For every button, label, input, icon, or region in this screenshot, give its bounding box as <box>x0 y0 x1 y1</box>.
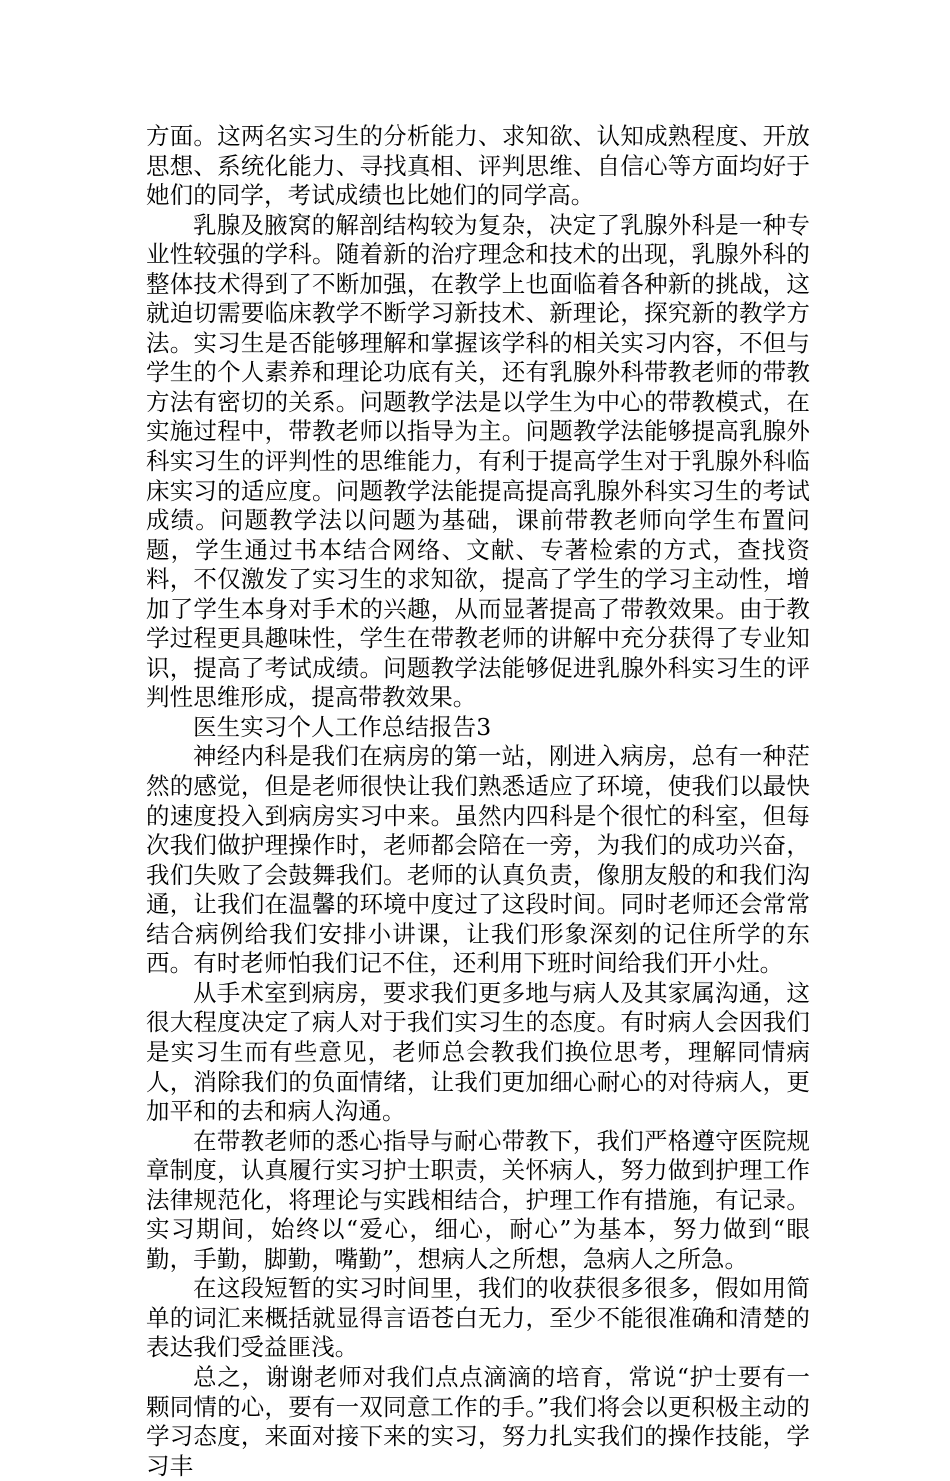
document-body <box>146 122 810 1481</box>
paragraph-7: 总之，谢谢老师对我们点点滴滴的培育，常说“护士要有一颗同情的心，要有一双同意工作的手。”我们将会以更积极主动的学习态度，来面对接下来的实习，努力扎实我们的操作技能，学习丰 <box>146 1362 810 1480</box>
section-heading: 医生实习个人工作总结报告3 <box>193 712 492 741</box>
paragraph-3: 神经内科是我们在病房的第一站，刚进入病房，总有一种茫然的感觉，但是老师很快让我们熟悉适应了环境，使我们以最快的速度投入到病房实习中来。虽然内四科是个很忙的科室，但每次我们做护理操作时，老师都会陪在一旁，为我们的成功兴奋，我们失败了会鼓舞我们。老师的认真负责，像朋友般的和我们沟通，让我们在温馨的环境中度过了这段时间。同时老师还会常常结合病例给我们安排小讲课，让我们形象深刻的记住所学的东西。有时老师怕我们记不住，还利用下班时间给我们开小灶。 <box>146 742 810 978</box>
paragraph-5: 在带教老师的悉心指导与耐心带教下，我们严格遵守医院规章制度，认真履行实习护士职责，关怀病人，努力做到护理工作法律规范化，将理论与实践相结合，护理工作有措施，有记录。实习期间，始终以“爱心，细心，耐心”为基本，努力做到“眼勤，手勤，脚勤，嘴勤”，想病人之所想，急病人之所急。 <box>146 1126 810 1273</box>
paragraph-4: 从手术室到病房，要求我们更多地与病人及其家属沟通，这很大程度决定了病人对于我们实习生的态度。有时病人会因我们是实习生而有些意见，老师总会教我们换位思考，理解同情病人，消除我们的负面情绪，让我们更加细心耐心的对待病人，更加平和的去和病人沟通。 <box>146 978 810 1126</box>
paragraph-6: 在这段短暂的实习时间里，我们的收获很多很多，假如用简单的词汇来概括就显得言语苍白无力，至少不能很准确和清楚的表达我们受益匪浅。 <box>146 1274 810 1362</box>
paragraph-2: 乳腺及腋窝的解剖结构较为复杂，决定了乳腺外科是一种专业性较强的学科。随着新的治疗理念和技术的出现，乳腺外科的整体技术得到了不断加强，在教学上也面临着各种新的挑战，这就迫切需要临床教学不断学习新技术、新理论，探究新的教学方法。实习生是否能够理解和掌握该学科的相关实习内容，不但与学生的个人素养和理论功底有关，还有乳腺外科带教老师的带教方法有密切的关系。问题教学法是以学生为中心的带教模式，在实施过程中，带教老师以指导为主。问题教学法能够提高乳腺外科实习生的评判性的思维能力，有利于提高学生对于乳腺外科临床实习的适应度。问题教学法能提高提高乳腺外科实习生的考试成绩。问题教学法以问题为基础，课前带教老师向学生布置问题，学生通过书本结合网络、文献、专著检索的方式，查找资料，不仅激发了实习生的求知欲，提高了学生的学习主动性，增加了学生本身对手术的兴趣，从而显著提高了带教效果。由于教学过程更具趣味性，学生在带教老师的讲解中充分获得了专业知识，提高了考试成绩。问题教学法能够促进乳腺外科实习生的评判性思维形成，提高带教效果。 <box>146 210 810 712</box>
paragraph-1: 方面。这两名实习生的分析能力、求知欲、认知成熟程度、开放思想、系统化能力、寻找真相、评判思维、自信心等方面均好于她们的同学，考试成绩也比她们的同学高。 <box>146 122 810 210</box>
